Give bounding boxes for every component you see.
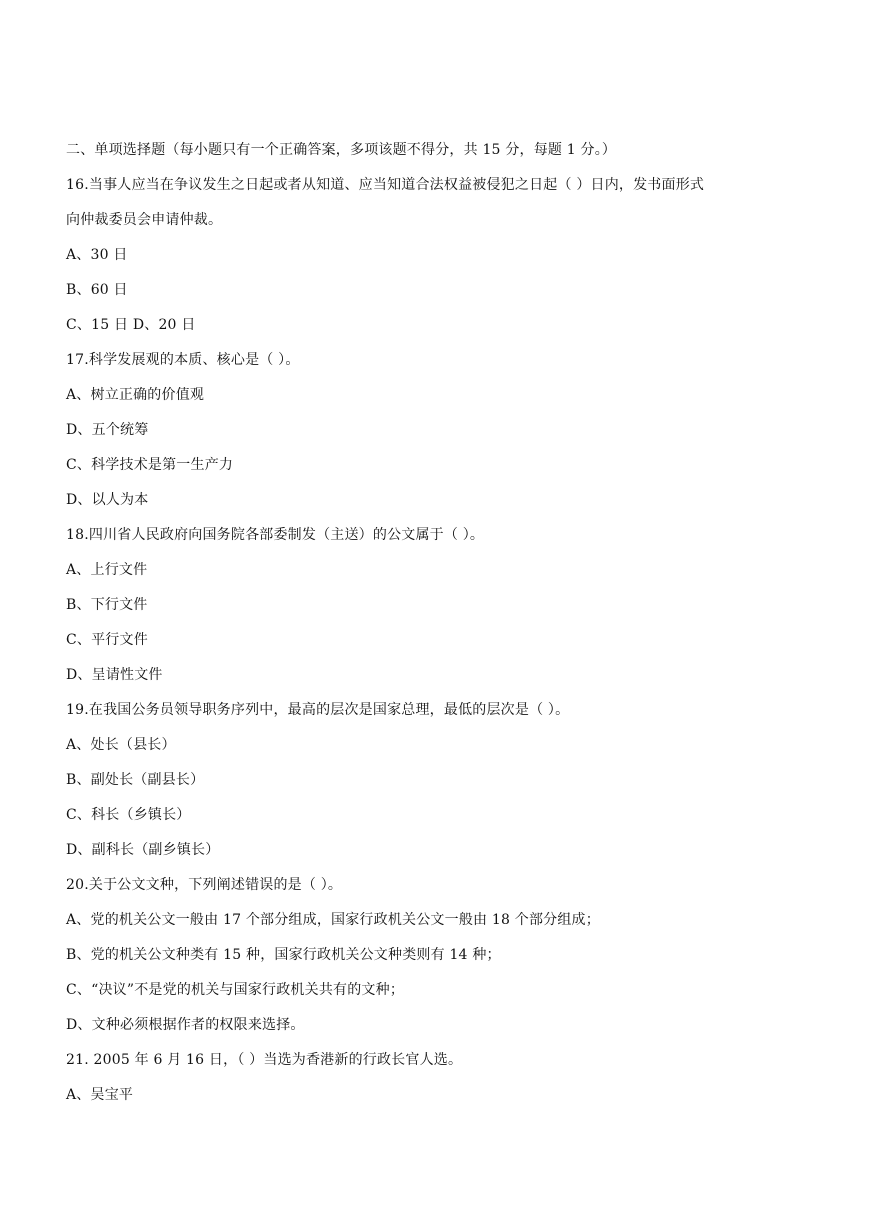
question-stem-line: 19.在我国公务员领导职务序列中，最高的层次是国家总理，最低的层次是（ ）。 [66, 702, 570, 718]
answer-option: D、呈请性文件 [66, 667, 163, 683]
question-stem-line: 18.四川省人民政府向国务院各部委制发（主送）的公文属于（ ）。 [66, 527, 485, 543]
question-stem-line: 17.科学发展观的本质、核心是（ ）。 [66, 352, 300, 368]
answer-option: A、处长（县长） [66, 737, 176, 753]
answer-option: B、60 日 [66, 282, 128, 298]
question-18 [66, 524, 806, 699]
answer-option: A、党的机关公文一般由 17 个部分组成，国家行政机关公文一般由 18 个部分组成； [66, 912, 600, 928]
answer-option: B、下行文件 [66, 597, 148, 613]
exam-content [66, 139, 806, 1119]
question-19 [66, 699, 806, 874]
answer-option: C、科学技术是第一生产力 [66, 457, 234, 473]
question-stem-line: 16.当事人应当在争议发生之日起或者从知道、应当知道合法权益被侵犯之日起（ ）日内，发书面形式 [66, 177, 705, 193]
answer-option: C、15 日 D、20 日 [66, 317, 196, 333]
question-stem-line: 向仲裁委员会申请仲裁。 [66, 212, 223, 228]
answer-option: D、以人为本 [66, 492, 149, 508]
question-20 [66, 874, 806, 1049]
question-stem-line: 21. 2005 年 6 月 16 日，（ ）当选为香港新的行政长官人选。 [66, 1052, 463, 1068]
question-17 [66, 349, 806, 524]
answer-option: B、副处长（副县长） [66, 772, 205, 788]
question-16 [66, 174, 806, 349]
answer-option: A、树立正确的价值观 [66, 387, 205, 403]
answer-option: B、党的机关公文种类有 15 种，国家行政机关公文种类则有 14 种； [66, 947, 501, 963]
answer-option: D、文种必须根据作者的权限来选择。 [66, 1017, 305, 1033]
question-stem-line: 20.关于公文文种，下列阐述错误的是（ ）。 [66, 877, 343, 893]
answer-option: A、上行文件 [66, 562, 148, 578]
answer-option: D、副科长（副乡镇长） [66, 842, 220, 858]
answer-option: D、五个统筹 [66, 422, 149, 438]
section-heading: 二、单项选择题（每小题只有一个正确答案，多项该题不得分，共 15 分，每题 1 分。） [66, 142, 617, 158]
answer-option: A、30 日 [66, 247, 128, 263]
answer-option: C、“决议”不是党的机关与国家行政机关共有的文种； [66, 982, 405, 998]
answer-option: C、平行文件 [66, 632, 148, 648]
answer-option: A、吴宝平 [66, 1087, 134, 1103]
question-21 [66, 1049, 806, 1119]
answer-option: C、科长（乡镇长） [66, 807, 191, 823]
